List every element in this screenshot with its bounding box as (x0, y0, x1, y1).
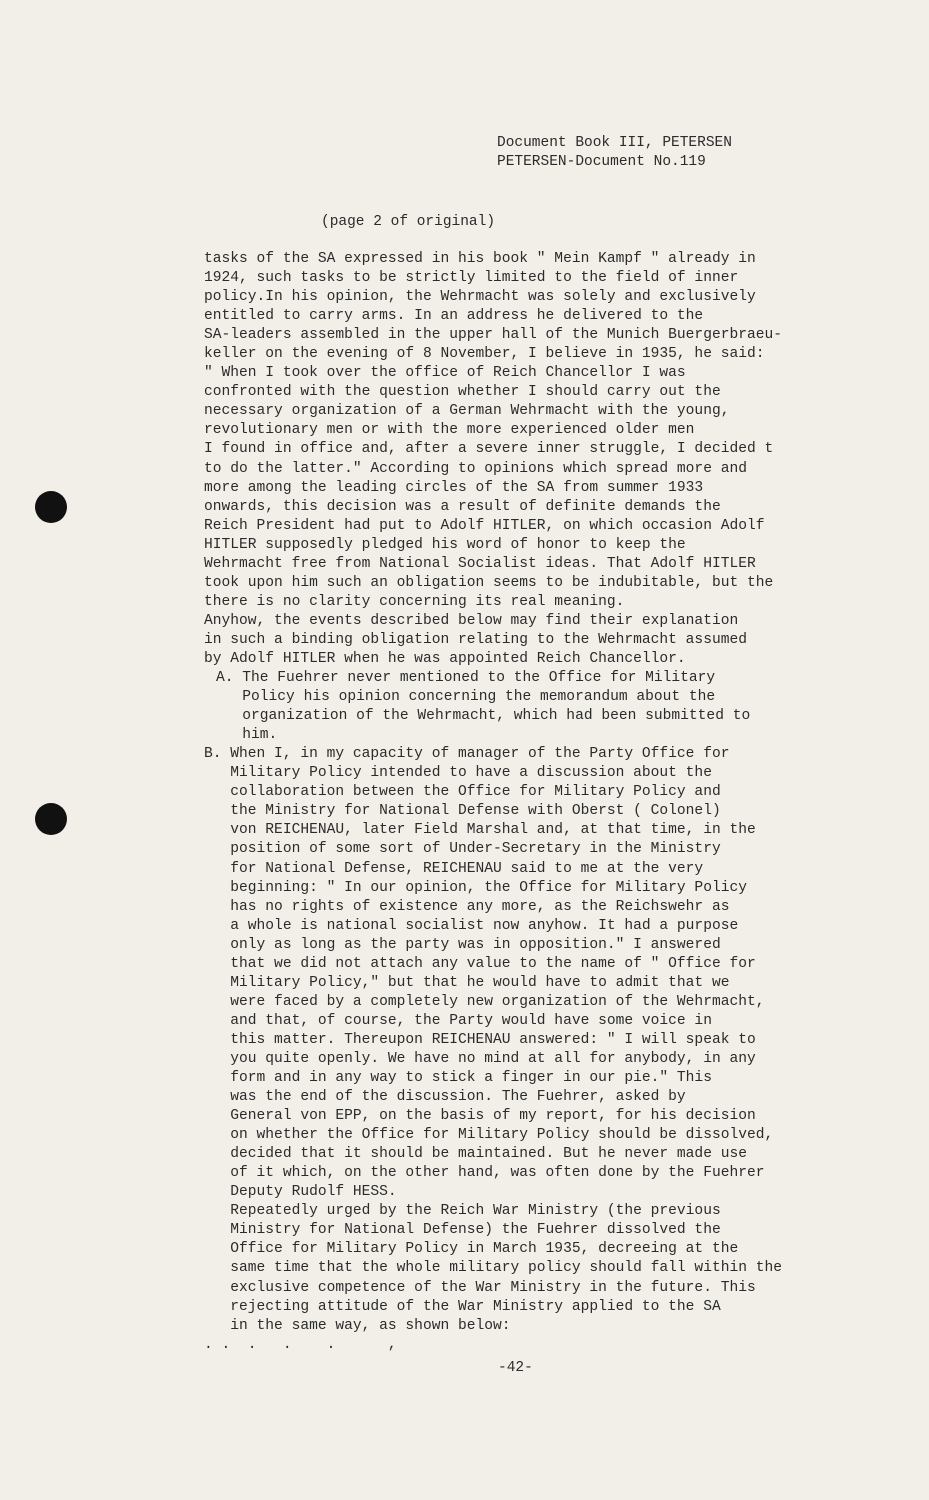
item-b-line: on whether the Office for Military Policy should be dissolved, (204, 1127, 774, 1144)
paragraph-line: Anyhow, the events described below may find their explanation (204, 612, 739, 629)
paragraph-line: by Adolf HITLER when he was appointed Reich Chancellor. (204, 650, 686, 667)
item-b-line: was the end of the discussion. The Fuehrer, asked by (204, 1089, 686, 1106)
item-b-line: for National Defense, REICHENAU said to me at the very (204, 860, 704, 877)
item-b-line: decided that it should be maintained. But he never made use (204, 1146, 747, 1163)
item-b-line: von REICHENAU, later Field Marshal and, at that time, in the (204, 822, 756, 839)
item-b-line: of it which, on the other hand, was often done by the Fuehrer (204, 1165, 765, 1182)
item-b-line: Office for Military Policy in March 1935, decreeing at the (204, 1241, 739, 1258)
item-b-line: a whole is national socialist now anyhow. It had a purpose (204, 917, 739, 934)
item-b-line: same time that the whole military policy should fall within the (204, 1260, 783, 1277)
item-b-line: has no rights of existence any more, as the Reichswehr as (204, 898, 730, 915)
paragraph-line: revolutionary men or with the more experienced older men (204, 422, 695, 439)
item-b-line: Military Policy intended to have a discussion about the (204, 765, 712, 782)
paragraph-line: entitled to carry arms. In an address he delivered to the (204, 308, 704, 325)
header-line-2: PETERSEN-Document No.119 (497, 154, 706, 170)
paragraph-line: to do the latter." According to opinions which spread more and (204, 460, 747, 477)
item-b-line: rejecting attitude of the War Ministry applied to the SA (204, 1298, 721, 1315)
item-b-line: B. When I, in my capacity of manager of the Party Office for (204, 746, 730, 763)
item-b-line: Military Policy," but that he would have to admit that we (204, 974, 730, 991)
paragraph-line: more among the leading circles of the SA from summer 1933 (204, 479, 704, 496)
page-reference: (page 2 of original) (321, 214, 496, 230)
item-b-line: exclusive competence of the War Ministry in the future. This (204, 1279, 756, 1296)
paragraph-line: Reich President had put to Adolf HITLER, on which occasion Adolf (204, 517, 765, 534)
paragraph-line: there is no clarity concerning its real meaning. (204, 593, 625, 610)
page-number: -42- (498, 1360, 533, 1376)
punch-hole (35, 491, 67, 523)
paragraph-line: in such a binding obligation relating to the Wehrmacht assumed (204, 631, 747, 648)
paragraph-line: " When I took over the office of Reich Chancellor I was (204, 365, 686, 382)
footer-fragment: . . . . . , (204, 1336, 397, 1353)
paragraph-line: keller on the evening of 8 November, I believe in 1935, he said: (204, 346, 765, 363)
paragraph-line: I found in office and, after a severe inner struggle, I decided t (204, 441, 774, 458)
header-line-1: Document Book III, PETERSEN (497, 135, 732, 151)
item-b-line: beginning: " In our opinion, the Office for Military Policy (204, 879, 747, 896)
paragraph-line: took upon him such an obligation seems to be indubitable, but the (204, 574, 774, 591)
item-b-line: Deputy Rudolf HESS. (204, 1184, 397, 1201)
paragraph-line: necessary organization of a German Wehrmacht with the young, (204, 403, 730, 420)
item-b-line: that we did not attach any value to the name of " Office for (204, 955, 756, 972)
item-b-line: collaboration between the Office for Military Policy and (204, 784, 721, 801)
item-b-line: you quite openly. We have no mind at all for anybody, in any (204, 1050, 756, 1067)
item-b-line: and that, of course, the Party would have some voice in (204, 1012, 712, 1029)
paragraph-line: confronted with the question whether I should carry out the (204, 384, 721, 401)
paragraph-line: SA-leaders assembled in the upper hall of the Munich Buergerbraeu- (204, 327, 783, 344)
item-b-line: Repeatedly urged by the Reich War Ministry (the previous (204, 1203, 721, 1220)
item-b-line: only as long as the party was in opposition." I answered (204, 936, 721, 953)
item-b-line: in the same way, as shown below: (204, 1317, 511, 1334)
paragraph-line: tasks of the SA expressed in his book " Mein Kampf " already in (204, 251, 756, 267)
item-b-line: General von EPP, on the basis of my report, for his decision (204, 1108, 756, 1125)
punch-hole (35, 803, 67, 835)
paragraph-line: 1924, such tasks to be strictly limited to the field of inner (204, 270, 739, 287)
item-b-line: form and in any way to stick a finger in our pie." This (204, 1070, 712, 1087)
paragraph-line: onwards, this decision was a result of definite demands the (204, 498, 721, 515)
item-a-line: A. The Fuehrer never mentioned to the Office for Military (216, 670, 716, 687)
item-b-line: the Ministry for National Defense with Oberst ( Colonel) (204, 803, 721, 820)
document-header (497, 134, 732, 172)
item-a-line: Policy his opinion concerning the memorandum about the (216, 689, 716, 706)
item-b-line: were faced by a completely new organization of the Wehrmacht, (204, 993, 765, 1010)
paragraph-line: HITLER supposedly pledged his word of honor to keep the (204, 536, 686, 553)
paragraph-line: policy.In his opinion, the Wehrmacht was solely and exclusively (204, 289, 756, 306)
body-text (204, 250, 844, 1355)
item-b-line: Ministry for National Defense) the Fuehrer dissolved the (204, 1222, 721, 1239)
item-b-line: position of some sort of Under-Secretary in the Ministry (204, 841, 721, 858)
item-b-line: this matter. Thereupon REICHENAU answered: " I will speak to (204, 1031, 756, 1048)
item-a-line: organization of the Wehrmacht, which had been submitted to (216, 708, 751, 725)
item-a-line: him. (216, 727, 278, 744)
paragraph-line: Wehrmacht free from National Socialist ideas. That Adolf HITLER (204, 555, 756, 572)
